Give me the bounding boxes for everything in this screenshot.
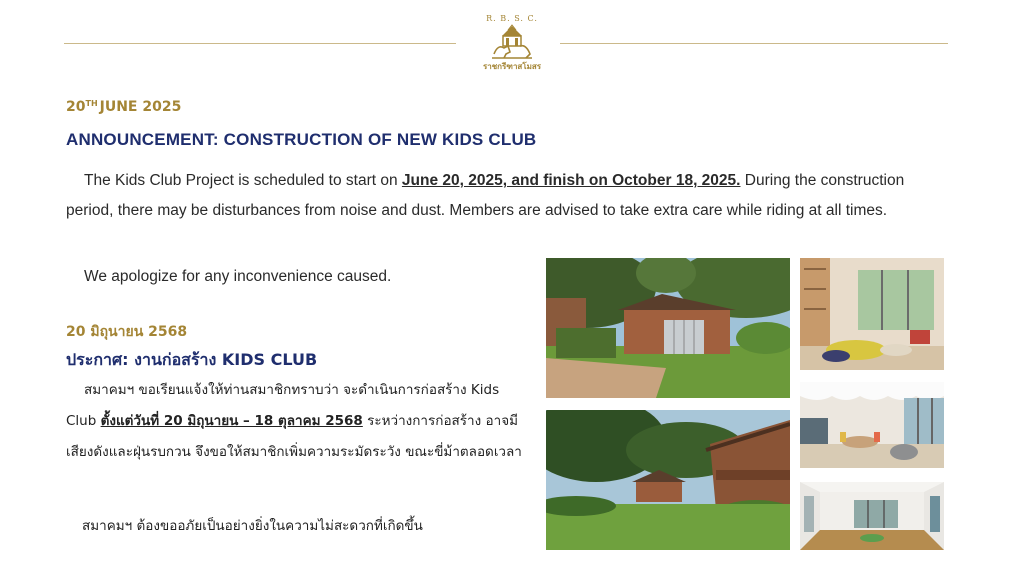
date-month-year: JUNE 2025 [99,99,182,115]
english-date [66,99,181,115]
logo-initials: R. B. S. C. [486,14,538,23]
thai-date: 20 มิถุนายน 2568 [66,324,188,340]
header-rule-right [560,43,948,44]
thai-paragraph [66,375,522,468]
thai-apology: สมาคมฯ ต้องขออภัยเป็นอย่างยิ่งในความไม่สะดวกที่เกิดขึ้น [82,518,423,534]
date-suffix: TH [85,99,98,108]
english-title: ANNOUNCEMENT: CONSTRUCTION OF NEW KIDS CLUB [66,130,537,149]
kids-club-garden-photo [546,410,790,550]
header-rule-left [64,43,456,44]
horse-pavilion-emblem-icon [490,24,534,60]
thai-para-start: สมาคมฯ ขอเรียนแจ้งให้ท่านสมาชิกทราบว่า จะดำเนินการก่อสร้าง Kids Club [66,382,500,429]
logo-thai-name: ราชกรีฑาสโมสร [482,62,542,71]
thai-title: ประกาศ: งานก่อสร้าง KIDS CLUB [66,350,318,369]
rbsc-logo [478,14,546,70]
kids-club-playroom-photo [800,382,944,468]
english-para-start: The Kids Club Project is scheduled to start on [84,172,398,189]
kids-club-interior-lounge-photo [800,258,944,370]
kids-club-empty-room-photo [800,482,944,550]
date-day: 20 [66,99,86,115]
thai-project-dates: ตั้งแต่วันที่ 20 มิถุนายน – 18 ตุลาคม 2568 [100,413,363,429]
english-project-dates: June 20, 2025, and finish on October 18, 2025. [401,172,741,189]
thai-para-end: ระหว่างการก่อสร้าง อาจมีเสียงดังและฝุ่นรบกวน จึงขอให้สมาชิกเพิ่มความระมัดระวัง ขณะขี่ม้าตลอดเวลา [66,413,522,460]
english-para-end: During the construction period, there may be disturbances from noise and dust. Members are advised to take extra care while riding at all times. [66,172,905,219]
english-paragraph [66,166,946,226]
english-apology: We apologize for any inconvenience caused. [84,268,392,285]
kids-club-exterior-render-photo [546,258,790,398]
